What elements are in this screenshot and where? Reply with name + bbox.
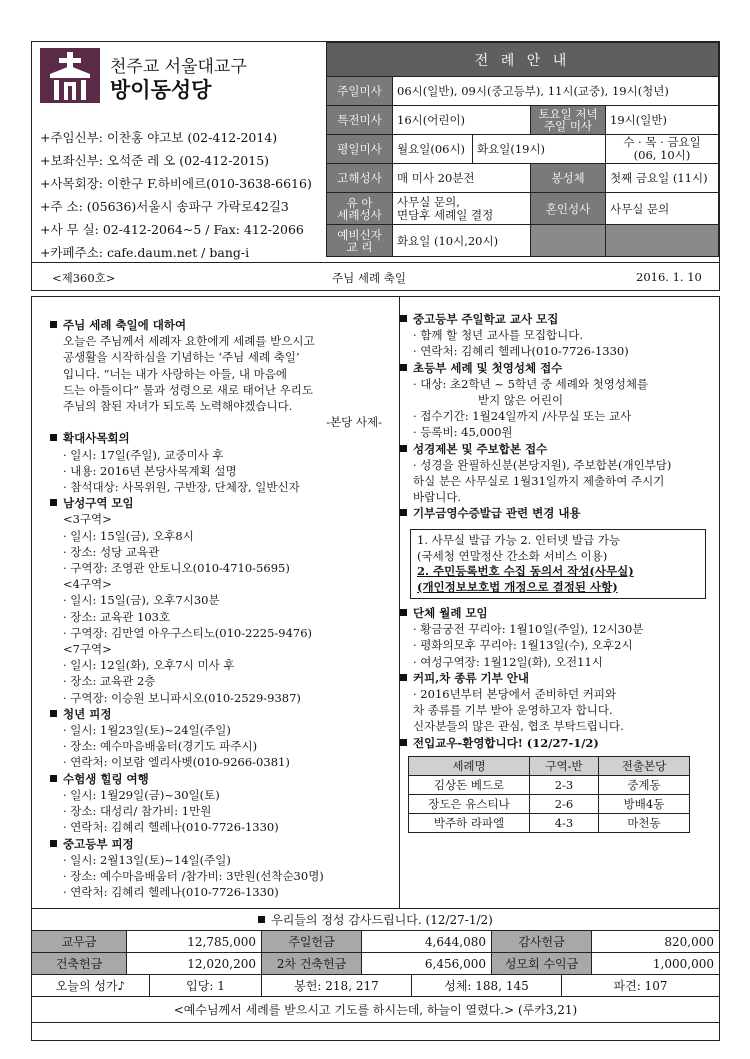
section-line: · 구역장: 이승원 보니파시오(010-2529-9387)	[63, 690, 301, 705]
tuesday-mass: 화요일(19시)	[473, 135, 606, 164]
section-line: · 장소: 교육관 103호	[63, 609, 171, 624]
section-line: · 황금궁전 꾸리아: 1월10일(주일), 12시30분	[413, 622, 644, 637]
notice-line: 2. 주민등록번호 수집 동의서 작성(사무실)	[417, 564, 634, 578]
section-line: 주님의 참된 자녀가 되도록 노력해야겠습니다.	[63, 399, 293, 414]
section-heading-text: 단체 월례 모임	[413, 606, 488, 620]
offering-label: 2차 건축헌금	[262, 953, 362, 975]
section-line: · 장소: 예수마음배움터(경기도 파주시)	[63, 739, 258, 754]
section-line: 신자분들의 많은 관심, 협조 부탁드립니다.	[413, 719, 624, 734]
right-column-bottom	[400, 605, 710, 751]
left-column	[50, 317, 390, 900]
offering-title	[32, 909, 720, 931]
section-line: · 일시: 1월29일(금)~30일(토)	[63, 787, 220, 802]
welcome-cell: 마천동	[599, 814, 690, 833]
section-line: <3구역>	[63, 512, 112, 527]
parish-diocese: 천주교 서울대교구	[110, 57, 247, 77]
section-line: · 함께 할 청년 교사를 모집합니다.	[413, 328, 584, 343]
header-frame	[31, 41, 720, 291]
section-line: · 대상: 초2학년 ~ 5학년 중 세례와 첫영성체를	[413, 376, 649, 391]
section-line: · 장소: 예수마음배움터 /참가비: 3만원(선착순30명)	[63, 868, 324, 883]
bullet-icon	[400, 609, 407, 616]
sunday-times: 06시(일반), 09시(중고등부), 11시(교중), 19시(청년)	[393, 77, 719, 106]
welcome-header: 세례명	[409, 757, 530, 776]
section-line: · 구역장: 조영관 안토니오(010-4710-5695)	[63, 561, 290, 576]
welcome-cell: 4-3	[530, 814, 599, 833]
hymn-offertory: 봉헌: 218, 217	[262, 975, 412, 997]
section-line: 오늘은 주님께서 세례자 요한에게 세례를 받으시고	[63, 334, 315, 349]
section-heading	[400, 441, 710, 457]
welcome-cell: 박주하 라파엘	[409, 814, 530, 833]
section-line: · 연락처: 김혜리 헬레나(010-7726-1330)	[413, 344, 629, 359]
section-heading-text: 수험생 힐링 여행	[63, 771, 149, 786]
welcome-cell: 방배4동	[599, 795, 690, 814]
hymn-communion: 성체: 188, 145	[412, 975, 562, 997]
infant-baptism-info: 사무실 문의, 면담후 세례일 결정	[393, 193, 531, 225]
parish-name: 방이동성당	[110, 78, 212, 102]
monday-mass: 월요일(06시)	[393, 135, 473, 164]
bullet-icon	[400, 364, 407, 371]
marriage-label: 혼인성사	[531, 193, 606, 225]
section-line: <7구역>	[63, 642, 112, 657]
church-logo-icon	[40, 48, 100, 103]
section-heading	[400, 735, 710, 751]
section-heading-text: 중고등부 주일학교 교사 모집	[413, 312, 559, 326]
bullet-icon	[258, 916, 265, 923]
offering-value: 1,000,000	[592, 953, 720, 975]
section-heading-text: 커피,차 종류 기부 안내	[413, 670, 529, 685]
saturday-label: 토요일 저녁 주일 미사	[531, 106, 606, 135]
bullet-icon	[50, 499, 57, 506]
marriage-info: 사무실 문의	[606, 193, 719, 225]
bullet-icon	[400, 445, 407, 452]
section-line: · 일시: 15일(금), 오후7시30분	[63, 593, 220, 608]
section-line: · 연락처: 김혜리 헬레나(010-7726-1330)	[63, 820, 279, 835]
section-line: -본당 사제-	[326, 415, 382, 430]
welcome-cell: 2-3	[530, 776, 599, 795]
welcome-header: 구역-반	[530, 757, 599, 776]
infant-baptism-label: 유 아 세례성사	[327, 193, 393, 225]
section-line: · 일시: 2월13일(토)~14일(주일)	[63, 852, 231, 867]
section-line: · 장소: 대성리/ 참가비: 1만원	[63, 804, 212, 819]
welcome-cell: 장도은 유스티나	[409, 795, 530, 814]
table-row	[409, 814, 690, 833]
section-heading	[50, 495, 390, 511]
staff-line: +보좌신부: 오석준 레 오 (02-412-2015)	[40, 153, 270, 168]
section-heading-text: 청년 피정	[63, 706, 112, 721]
divider	[32, 262, 719, 263]
empty-cell	[606, 225, 719, 257]
section-heading-text: 중고등부 피정	[63, 836, 134, 851]
offering-value: 12,785,000	[127, 931, 262, 953]
bullet-icon	[50, 434, 57, 441]
section-line: · 2016년부터 본당에서 준비하던 커피와	[413, 687, 617, 702]
offering-value: 12,020,200	[127, 953, 262, 975]
bullet-icon	[50, 321, 57, 328]
adoration-label: 봉성체	[531, 164, 606, 193]
section-line: · 여성구역장: 1월12일(화), 오전11시	[413, 654, 603, 669]
staff-line: +주임신부: 이찬홍 야고보 (02-412-2014)	[40, 130, 278, 145]
section-heading-text: 기부금영수증발급 관련 변경 내용	[413, 506, 581, 521]
section-line: · 일시: 17일(주일), 교중미사 후	[63, 447, 224, 462]
welcome-header: 전출본당	[599, 757, 690, 776]
offering-table	[31, 908, 720, 975]
section-heading-text: 전입교우-환영합니다! (12/27-1/2)	[413, 735, 599, 750]
bullet-icon	[50, 710, 57, 717]
section-line: · 성경을 완필하신분(본당지원), 주보합본(개인부담)	[413, 457, 672, 472]
offering-value: 4,644,080	[362, 931, 492, 953]
section-line: · 참석대상: 사목위원, 구반장, 단체장, 일반신자	[63, 480, 300, 495]
bullet-icon	[400, 315, 407, 322]
section-heading	[400, 670, 710, 686]
section-line: · 연락처: 이보람 엘리사벳(010-9266-0381)	[63, 755, 290, 770]
section-heading-text: 성경제본 및 주보합본 접수	[413, 441, 548, 456]
sunday-label: 주일미사	[327, 77, 393, 106]
table-row	[409, 795, 690, 814]
welcome-cell: 중계동	[599, 776, 690, 795]
notice-line: (국세청 연말정산 간소화 서비스 이용)	[417, 548, 608, 563]
offering-value: 820,000	[592, 931, 720, 953]
bullet-icon	[400, 739, 407, 746]
section-heading-text: 남성구역 모임	[63, 496, 134, 511]
welcome-table	[408, 756, 690, 833]
empty-cell	[531, 225, 606, 257]
staff-line: +주 소: (05636)서울시 송파구 가락로42길3	[40, 199, 289, 214]
confession-label: 고해성사	[327, 164, 393, 193]
section-heading-text: 초등부 세례 및 첫영성체 접수	[413, 360, 563, 375]
section-line: 바랍니다.	[413, 490, 462, 505]
section-line: · 구역장: 김만열 아우구스티노(010-2225-9476)	[63, 625, 313, 640]
right-column-top	[400, 311, 710, 522]
section-line: · 일시: 12일(화), 오후7시 미사 후	[63, 658, 235, 673]
offering-value: 6,456,000	[362, 953, 492, 975]
catechumen-label: 예비신자 교 리	[327, 225, 393, 257]
scripture-quote: <예수님께서 세례를 받으시고 기도를 하시는데, 하늘이 열렸다.> (루카3,21)	[32, 997, 720, 1023]
bullet-icon	[50, 840, 57, 847]
section-heading	[400, 505, 710, 521]
weekday-label: 평일미사	[327, 135, 393, 164]
offering-label: 교무금	[32, 931, 127, 953]
issue-number: <제360호>	[52, 271, 116, 285]
staff-line: +사 무 실: 02-412-2064~5 / Fax: 412-2066	[40, 222, 304, 237]
section-line: 드는 아들이다” 물과 성령으로 새로 태어난 우리도	[63, 382, 313, 397]
issue-title: 주님 세례 축일	[332, 271, 406, 285]
welcome-cell: 2-6	[530, 795, 599, 814]
section-line: · 일시: 15일(금), 오후8시	[63, 528, 194, 543]
section-line: · 내용: 2016년 본당사목계획 설명	[63, 463, 237, 478]
offering-label: 건축헌금	[32, 953, 127, 975]
section-line: 입니다. “너는 내가 사랑하는 아들, 내 마음에	[63, 366, 287, 381]
section-line: · 접수기간: 1월24일까지 /사무실 또는 교사	[413, 409, 632, 424]
section-line: 받지 않은 어린이	[478, 393, 564, 408]
hymn-entrance: 입당: 1	[150, 975, 262, 997]
section-line: · 연락처: 김혜리 헬레나(010-7726-1330)	[63, 885, 279, 900]
section-heading	[50, 317, 390, 333]
section-line: <4구역>	[63, 577, 112, 592]
notice-line: (개인정보보호법 개정으로 결정된 사항)	[417, 579, 618, 594]
section-line: 공생활을 시작하심을 기념하는 ‘주님 세례 축일’	[63, 350, 300, 365]
offering-label: 성모회 수익금	[492, 953, 592, 975]
staff-line: +사목회장: 이한구 F.하비에르(010-3638-6616)	[40, 176, 312, 191]
issue-date: 2016. 1. 10	[636, 270, 702, 284]
section-heading	[50, 430, 390, 446]
bullet-icon	[400, 509, 407, 516]
adoration-time: 첫째 금요일 (11시)	[606, 164, 719, 193]
bullet-icon	[400, 674, 407, 681]
staff-line: +카페주소: cafe.daum.net / bang-i	[40, 245, 250, 260]
hymn-dismissal: 파견: 107	[562, 975, 720, 997]
section-line: · 일시: 1월23일(토)~24일(주일)	[63, 723, 231, 738]
confession-time: 매 미사 20분전	[393, 164, 531, 193]
section-heading	[400, 360, 710, 376]
table-row	[409, 776, 690, 795]
saturday-times: 19시(일반)	[606, 106, 719, 135]
section-line: · 등록비: 45,000원	[413, 425, 513, 440]
offering-title-text: 우리들의 정성 감사드립니다. (12/27-1/2)	[271, 913, 493, 927]
liturgy-schedule-table	[326, 42, 719, 257]
section-line: 하실 분은 사무실로 1월31일까지 제출하여 주시기	[413, 474, 665, 489]
section-heading	[50, 706, 390, 722]
section-heading	[50, 771, 390, 787]
section-heading	[400, 605, 710, 621]
bullet-icon	[50, 775, 57, 782]
section-line: · 장소: 교육관 2층	[63, 674, 156, 689]
welcome-cell: 김상돈 베드로	[409, 776, 530, 795]
special-times: 16시(어린이)	[393, 106, 531, 135]
notice-line: 1. 사무실 발급 가능 2. 인터넷 발급 가능	[417, 533, 621, 547]
hymn-table	[31, 974, 720, 1023]
today-hymn-label: 오늘의 성가♪	[32, 975, 150, 997]
donation-receipt-notice	[410, 529, 706, 599]
section-heading	[400, 311, 710, 327]
offering-label: 주일헌금	[262, 931, 362, 953]
section-heading-text: 확대사목회의	[63, 431, 130, 446]
catechumen-time: 화요일 (10시,20시)	[393, 225, 531, 257]
section-line: 차 종류를 기부 받아 운영하고자 합니다.	[413, 703, 613, 718]
schedule-title: 전 례 안 내	[327, 43, 719, 77]
wed-fri-mass: 수 · 목 · 금요일 (06, 10시)	[606, 135, 719, 164]
section-line: · 평화의모후 꾸리아: 1월13일(수), 오후2시	[413, 638, 633, 653]
section-heading	[50, 836, 390, 852]
offering-label: 감사헌금	[492, 931, 592, 953]
section-line: · 장소: 성당 교육관	[63, 544, 160, 559]
special-label: 특전미사	[327, 106, 393, 135]
section-heading-text: 주님 세례 축일에 대하여	[63, 318, 187, 332]
